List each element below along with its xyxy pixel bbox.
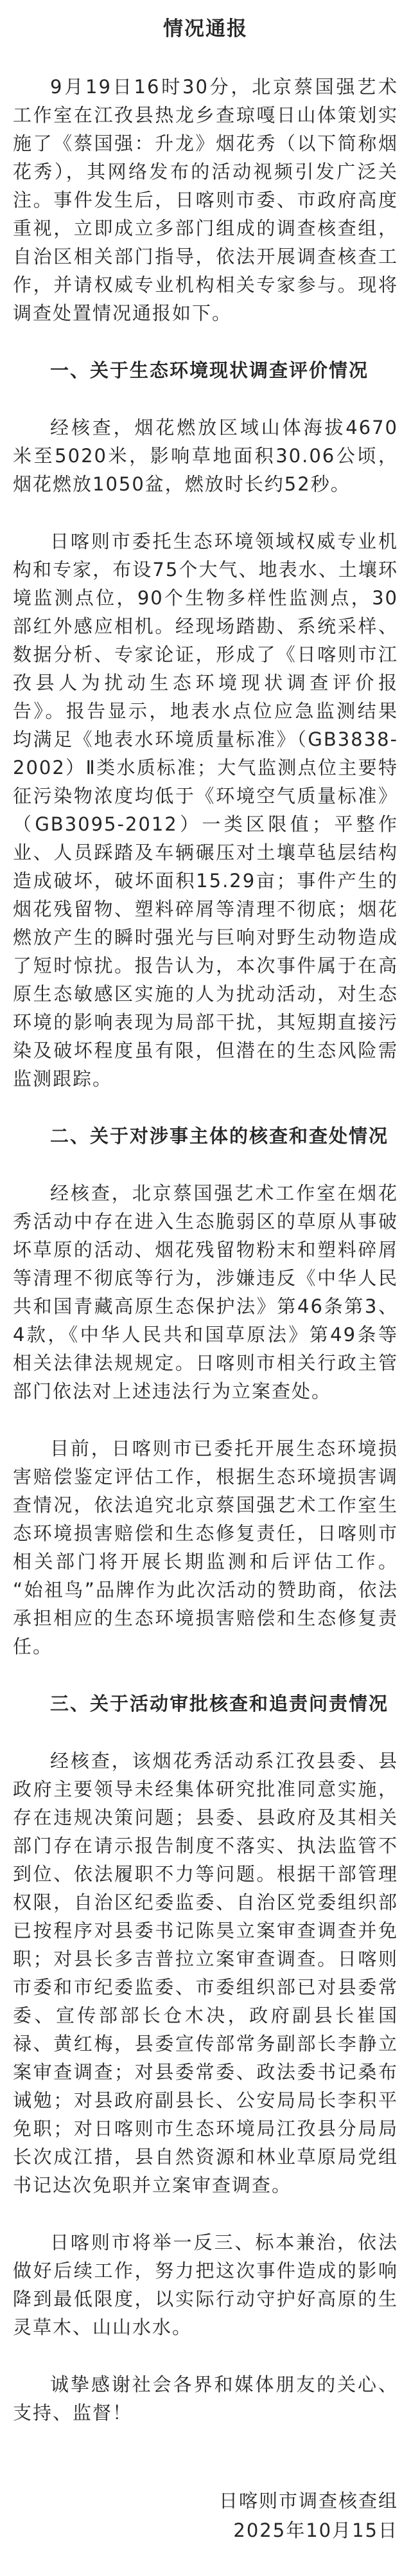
paragraph: 经核查，北京蔡国强艺术工作室在烟花秀活动中存在进入生态脆弱区的草原从事破坏草原的活动、烟花残留物粉末和塑料碎屑等清理不彻底等行为，涉嫌违反《中华人民共和国青藏高原生态保护法》第46条第3、4款，《中华人民共和国草原法》第49条等相关法律法规规定。日喀则市相关行政主管部门依法对上述违法行为立案查处。 bbox=[13, 1182, 398, 1402]
section-heading: 一、关于生态环境现状调查评价情况 bbox=[50, 359, 369, 381]
paragraph: 诚挚感谢社会各界和媒体朋友的关心、支持、监督！ bbox=[13, 2373, 398, 2424]
paragraph: 目前，日喀则市已委托开展生态环境损害赔偿鉴定评估工作，根据生态环境损害调查情况，依法追究北京蔡国强艺术工作室生态环境损害赔偿和生态修复责任，日喀则市相关部门将开展长期监测和后评估工作。“始祖鸟”品牌作为此次活动的赞助商，依法承担相应的生态环境损害赔偿和生态修复责任。 bbox=[13, 1437, 398, 1657]
paragraph: 日喀则市将举一反三、标本兼治，依法做好后续工作，努力把这次事件造成的影响降到最低限度，以实际行动守护好高原的生灵草木、山山水水。 bbox=[13, 2231, 398, 2338]
doc-body bbox=[13, 73, 398, 2427]
paragraph: 经核查，烟花燃放区域山体海拔4670米至5020米，影响草地面积30.06公顷，烟花燃放1050盆，燃放时长约52秒。 bbox=[13, 417, 398, 495]
paragraph: 日喀则市委托生态环境领域权威专业机构和专家，布设75个大气、地表水、土壤环境监测点位，90个生物多样性监测点，30部红外感应相机。经现场踏勘、系统采样、数据分析、专家论证，形成了《日喀则市江孜县人为扰动生态环境现状调查评价报告》。报告显示，地表水点位应急监测结果均满足《地表水环境质量标准》（GB3838-2002）Ⅱ类水质标准；大气监测点位主要特征污染物浓度均低于《环境空气质量标准》（GB3095-2012）一类区限值；平整作业、人员踩踏及车辆碾压对土壤草毡层结构造成破坏，破坏面积15.29亩；事件产生的烟花残留物、塑料碎屑等清理不彻底；烟花燃放产生的瞬时强光与巨响对野生动物造成了短时惊扰。报告认为，本次事件属于在高原生态敏感区实施的人为扰动活动，对生态环境的影响表现为局部干扰，其短期直接污染及破坏程度虽有限，但潜在的生态风险需监测跟踪。 bbox=[13, 530, 398, 1090]
section-heading: 三、关于活动审批核查和追责问责情况 bbox=[50, 1693, 389, 1715]
report-date: 2025年10月15日 bbox=[233, 2519, 398, 2541]
signature: 日喀则市调查核查组 bbox=[218, 2490, 398, 2512]
signature-block bbox=[13, 2486, 398, 2545]
paragraph: 经核查，该烟花秀活动系江孜县委、县政府主要领导未经集体研究批准同意实施，存在违规决策问题；县委、县政府及其相关部门存在请示报告制度不落实、执法监管不到位、依法履职不力等问题。根据干部管理权限，自治区纪委监委、自治区党委组织部已按程序对县委书记陈昊立案审查调查并免职；对县长多吉普拉立案审查调查。日喀则市委和市纪委监委、市委组织部已对县委常委、宣传部部长仓木决，政府副县长崔国禄、黄红梅，县委宣传部常务副部长李静立案审查调查；对县委常委、政法委书记桑布诫勉；对县政府副县长、公安局局长李积平免职；对日喀则市生态环境局江孜县分局局长次成江措，县自然资源和林业草原局党组书记达次免职并立案审查调查。 bbox=[13, 1750, 398, 2196]
section-heading: 二、关于对涉事主体的核查和查处情况 bbox=[50, 1125, 389, 1147]
doc-title: 情况通报 bbox=[163, 17, 248, 41]
paragraph: 9月19日16时30分，北京蔡国强艺术工作室在江孜县热龙乡查琼嘎日山体策划实施了《蔡国强：升龙》烟花秀（以下简称烟花秀），其网络发布的活动视频引发广泛关注。事件发生后，日喀则市委、市政府高度重视，立即成立多部门组成的调查核查组，自治区相关部门指导，依法开展调查核查工作，并请权威专业机构相关专家参与。现将调查处置情况通报如下。 bbox=[13, 76, 398, 324]
